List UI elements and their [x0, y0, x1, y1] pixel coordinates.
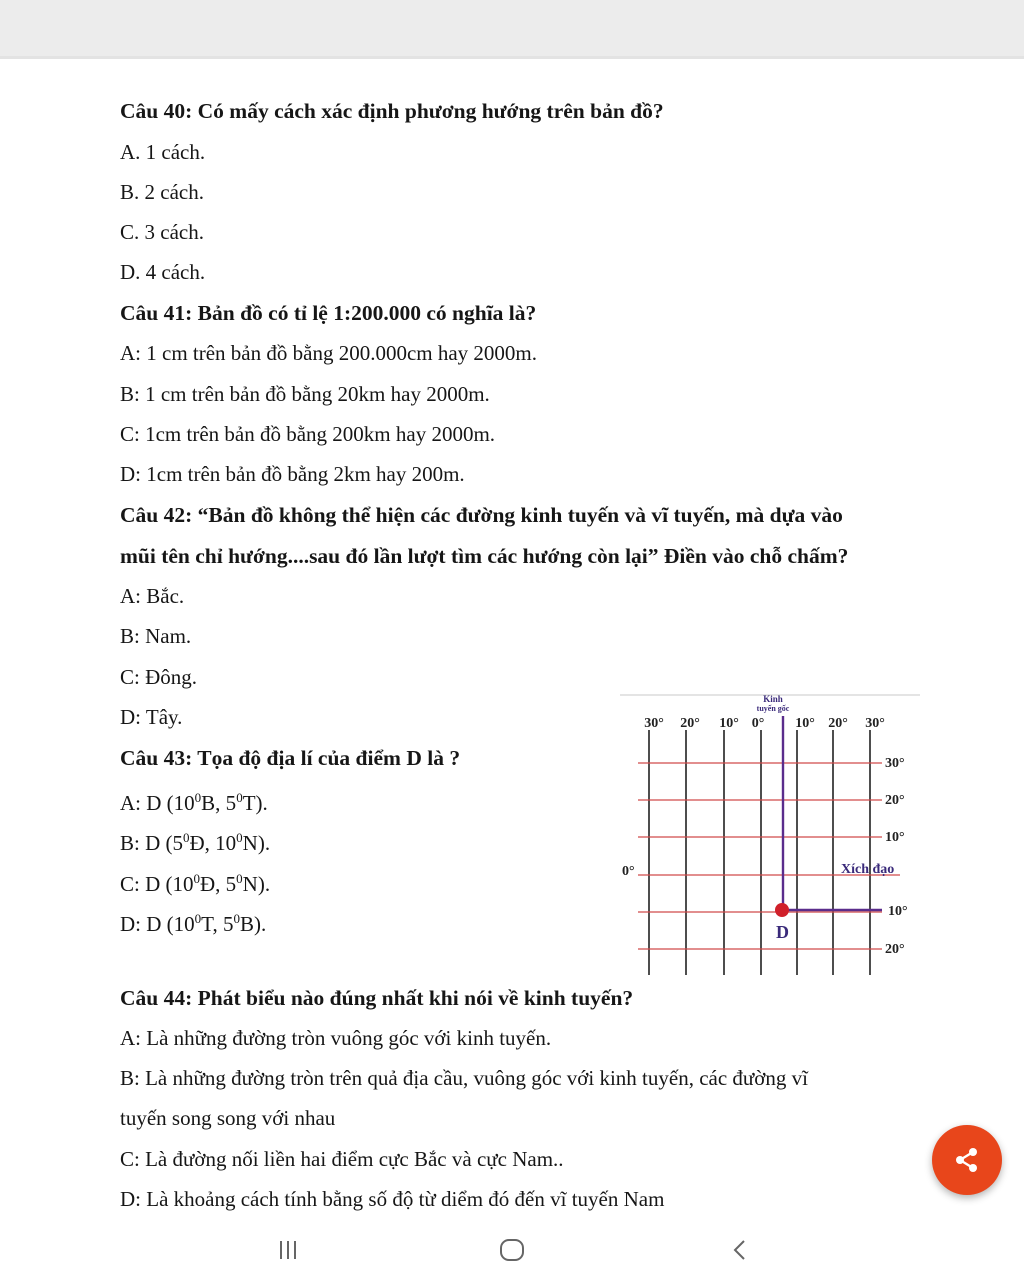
question-41-option-c: C: 1cm trên bản đồ bằng 200km hay 2000m. — [120, 422, 496, 446]
share-icon — [952, 1145, 982, 1175]
prime-meridian-label-2: tuyến gốc — [756, 704, 790, 713]
question-43-option-a: A: D ($10^0B$, $5^0T$). — [120, 790, 268, 815]
map-svg — [610, 690, 930, 980]
point-d-label: D — [776, 922, 789, 942]
lon-label-20e: 20° — [828, 716, 848, 731]
question-40-option-a: A. 1 cách. — [120, 140, 206, 164]
question-40-option-d: D. 4 cách. — [120, 260, 206, 284]
question-42-option-a: A: Bắc. — [120, 584, 185, 608]
equator-zero-label: 0° — [622, 864, 635, 879]
question-42-option-c: C: Đông. — [120, 665, 198, 689]
lat-label-20n: 20° — [885, 793, 905, 808]
lat-label-30n: 30° — [885, 756, 905, 771]
question-41-option-a: A: 1 cm trên bản đồ bằng 200.000cm hay 2000m. — [120, 341, 538, 365]
question-44-option-b-continued: tuyến song song với nhau — [120, 1106, 336, 1130]
lon-label-20w: 20° — [680, 716, 700, 731]
coordinate-grid-map — [610, 690, 930, 980]
lat-label-10s: 10° — [888, 904, 908, 919]
question-44-option-c: C: Là đường nối liền hai điểm cực Bắc và cực Nam.. — [120, 1147, 564, 1171]
home-icon — [498, 1238, 526, 1262]
question-42-option-d: D: Tây. — [120, 705, 183, 729]
question-43-option-c: C: D ($10^0Đ$, $5^0N$). — [120, 871, 271, 896]
question-40-option-c: C. 3 cách. — [120, 220, 204, 244]
question-40-title: Câu 40: Có mấy cách xác định phương hướng trên bản đồ? — [120, 99, 664, 123]
question-41-option-b: B: 1 cm trên bản đồ bằng 20km hay 2000m. — [120, 382, 490, 406]
back-button[interactable] — [720, 1230, 760, 1270]
recent-apps-icon — [276, 1239, 300, 1261]
system-navigation-bar — [0, 1230, 1024, 1280]
share-button[interactable] — [932, 1125, 1002, 1195]
point-d-marker — [775, 903, 789, 917]
question-43-option-b: B: D ($5^0Đ$, $10^0N$). — [120, 830, 271, 855]
question-40-option-b: B. 2 cách. — [120, 180, 204, 204]
question-42-title-line-2: mũi tên chỉ hướng....sau đó lần lượt tìm các hướng còn lại” Điền vào chỗ chấm? — [120, 544, 849, 568]
question-44-title: Câu 44: Phát biểu nào đúng nhất khi nói về kinh tuyến? — [120, 986, 634, 1010]
question-43-title: Câu 43: Tọa độ địa lí của điểm D là ? — [120, 746, 461, 770]
question-42-title-line-1: Câu 42: “Bản đồ không thể hiện các đường kinh tuyến và vĩ tuyến, mà dựa vào — [120, 503, 843, 527]
recent-apps-button[interactable] — [268, 1230, 308, 1270]
question-41-option-d: D: 1cm trên bản đồ bằng 2km hay 200m. — [120, 462, 465, 486]
back-icon — [730, 1238, 750, 1262]
equator-label: Xích đạo — [841, 862, 895, 877]
prime-meridian-label-1: Kinh — [763, 694, 783, 704]
question-44-option-a: A: Là những đường tròn vuông góc với kinh tuyến. — [120, 1026, 552, 1050]
lon-label-30e: 30° — [865, 716, 885, 731]
question-44-option-b: B: Là những đường tròn trên quả địa cầu, vuông góc với kinh tuyến, các đường vĩ — [120, 1066, 808, 1090]
question-41-title: Câu 41: Bản đồ có tỉ lệ 1:200.000 có nghĩa là? — [120, 301, 537, 325]
lon-label-10e: 10° — [795, 716, 815, 731]
lon-label-0: 0° — [751, 716, 765, 731]
question-44-option-d: D: Là khoảng cách tính bằng số độ từ diểm đó đến vĩ tuyến Nam — [120, 1187, 665, 1211]
lon-label-30w: 30° — [644, 716, 664, 731]
lon-label-10w: 10° — [719, 716, 739, 731]
question-43-option-d: D: D ($10^0T$, $5^0B$). — [120, 911, 267, 936]
home-button[interactable] — [492, 1230, 532, 1270]
question-42-option-b: B: Nam. — [120, 624, 192, 648]
lat-label-10n: 10° — [885, 830, 905, 845]
lat-label-20s: 20° — [885, 942, 905, 957]
